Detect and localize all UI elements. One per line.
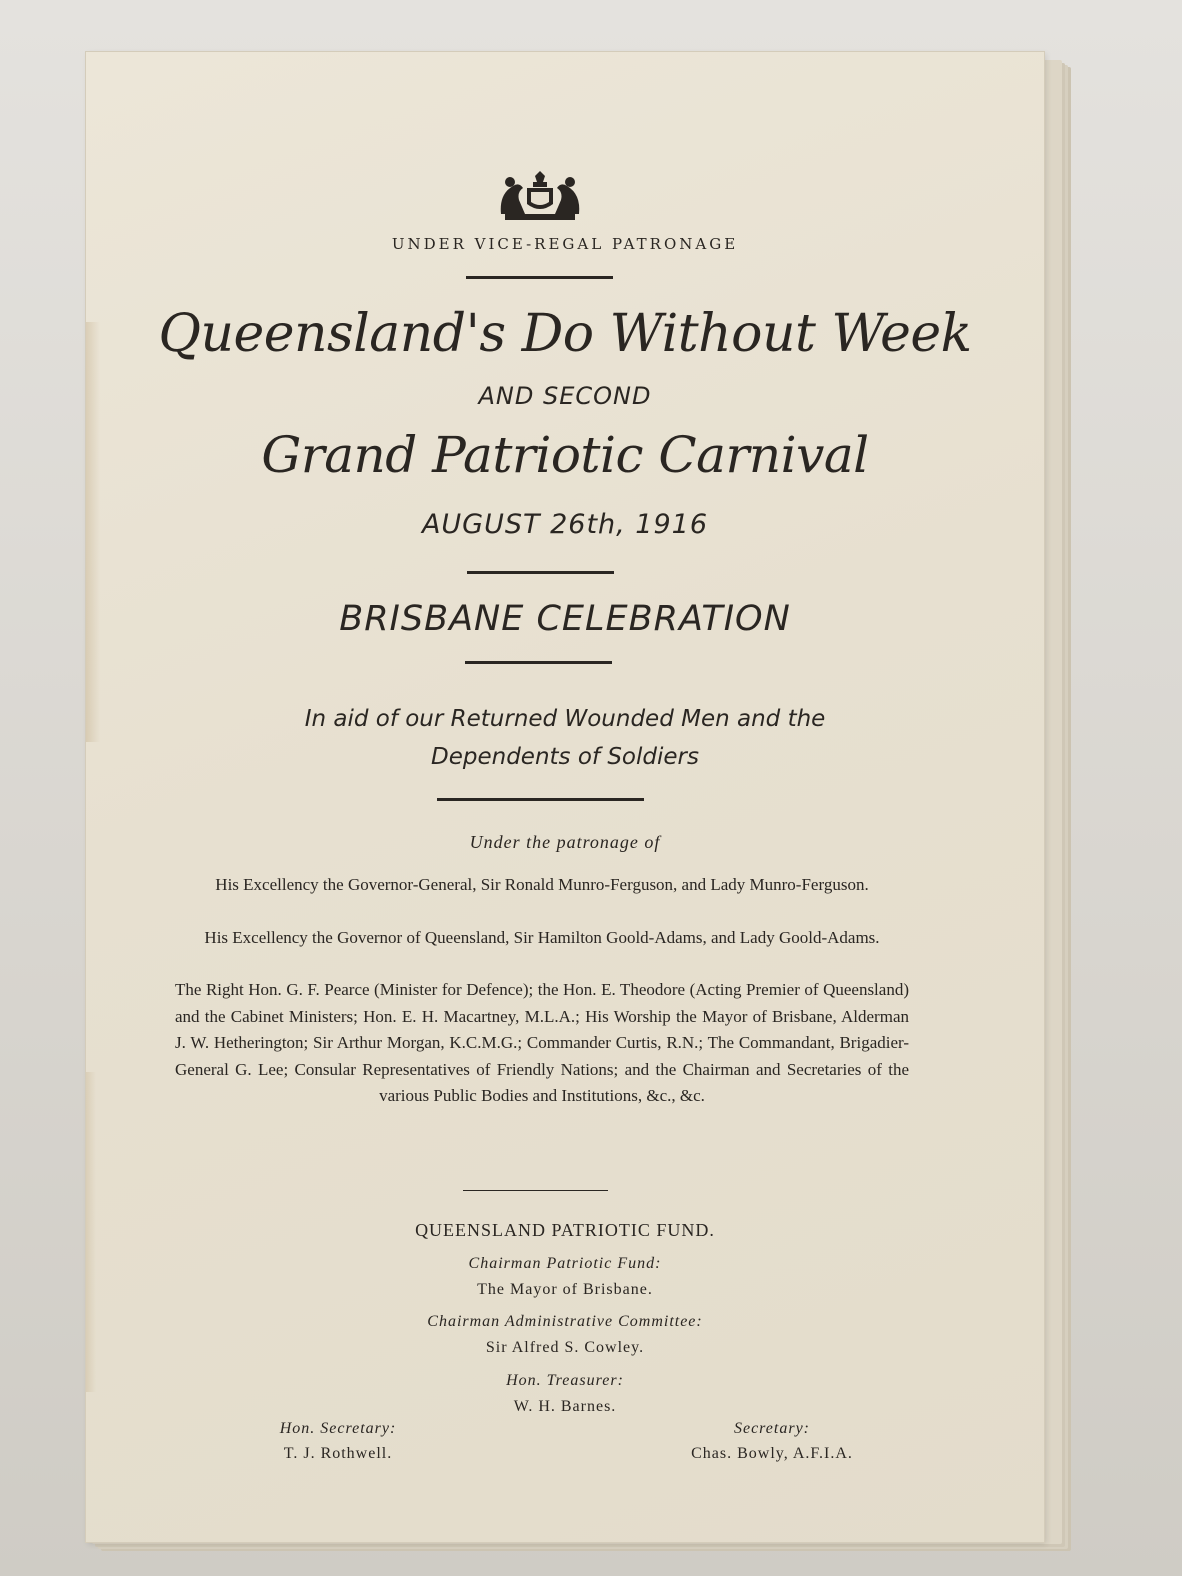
divider [437, 798, 644, 801]
aid-statement [86, 700, 1044, 776]
and-second-subtitle: AND SECOND [478, 382, 652, 410]
hon-secretary-name: T. J. Rothwell. [283, 1445, 393, 1462]
aid-line-1: In aid of our Returned Wounded Men and the [304, 706, 826, 732]
secretary-block [612, 1420, 932, 1463]
treasurer-role: Hon. Treasurer: [506, 1372, 624, 1389]
vice-regal-patronage-label: UNDER VICE-REGAL PATRONAGE [391, 235, 739, 253]
admin-chairman-role: Chairman Administrative Committee: [427, 1313, 703, 1330]
event-title: Queensland's Do Without Week [158, 304, 972, 364]
carnival-title: Grand Patriotic Carnival [261, 426, 869, 484]
patron-governor-queensland: His Excellency the Governor of Queensland, Sir Hamilton Goold-Adams, and Lady Goold-Adams. [204, 928, 880, 947]
divider [463, 1190, 608, 1191]
treasurer-name: W. H. Barnes. [513, 1398, 617, 1415]
fund-heading: QUEENSLAND PATRIOTIC FUND. [415, 1220, 715, 1240]
event-date: AUGUST 26th, 1916 [421, 509, 709, 540]
divider [466, 276, 613, 279]
patron-governor-general: His Excellency the Governor-General, Sir Ronald Munro-Ferguson, and Lady Munro-Ferguson. [215, 875, 869, 894]
admin-chairman-name: Sir Alfred S. Cowley. [485, 1339, 645, 1356]
patron-list: The Right Hon. G. F. Pearce (Minister for Defence); the Hon. E. Theodore (Acting Premier of Queensland) and the Cabinet Ministers; Hon. E. H. Macartney, M.L.A.; His Worship the Mayor of Brisbane, Alderman J. W. Hetherington; Sir Arthur Morgan, K.C.M.G.; Commander Curtis, R.N.; The Commandant, Brigadier-General G. Lee; Consular Representatives of Friendly Nations; and the Chairman and Secretaries of the various Public Bodies and Institutions, &c., &c. [175, 980, 909, 1105]
divider [467, 571, 614, 574]
hon-secretary-block [178, 1420, 498, 1463]
divider [465, 661, 612, 664]
chairman-role: Chairman Patriotic Fund: [468, 1255, 662, 1272]
patronage-heading: Under the patronage of [469, 832, 661, 852]
program-cover-page [86, 52, 1044, 1542]
brisbane-celebration-heading: BRISBANE CELEBRATION [339, 599, 791, 639]
hon-secretary-role: Hon. Secretary: [279, 1420, 397, 1437]
royal-coat-of-arms-icon [495, 170, 585, 224]
chairman-name: The Mayor of Brisbane. [477, 1281, 653, 1298]
secretary-name: Chas. Bowly, A.F.I.A. [691, 1445, 853, 1462]
secretary-role: Secretary: [733, 1420, 811, 1437]
aid-line-2: Dependents of Soldiers [431, 744, 699, 770]
